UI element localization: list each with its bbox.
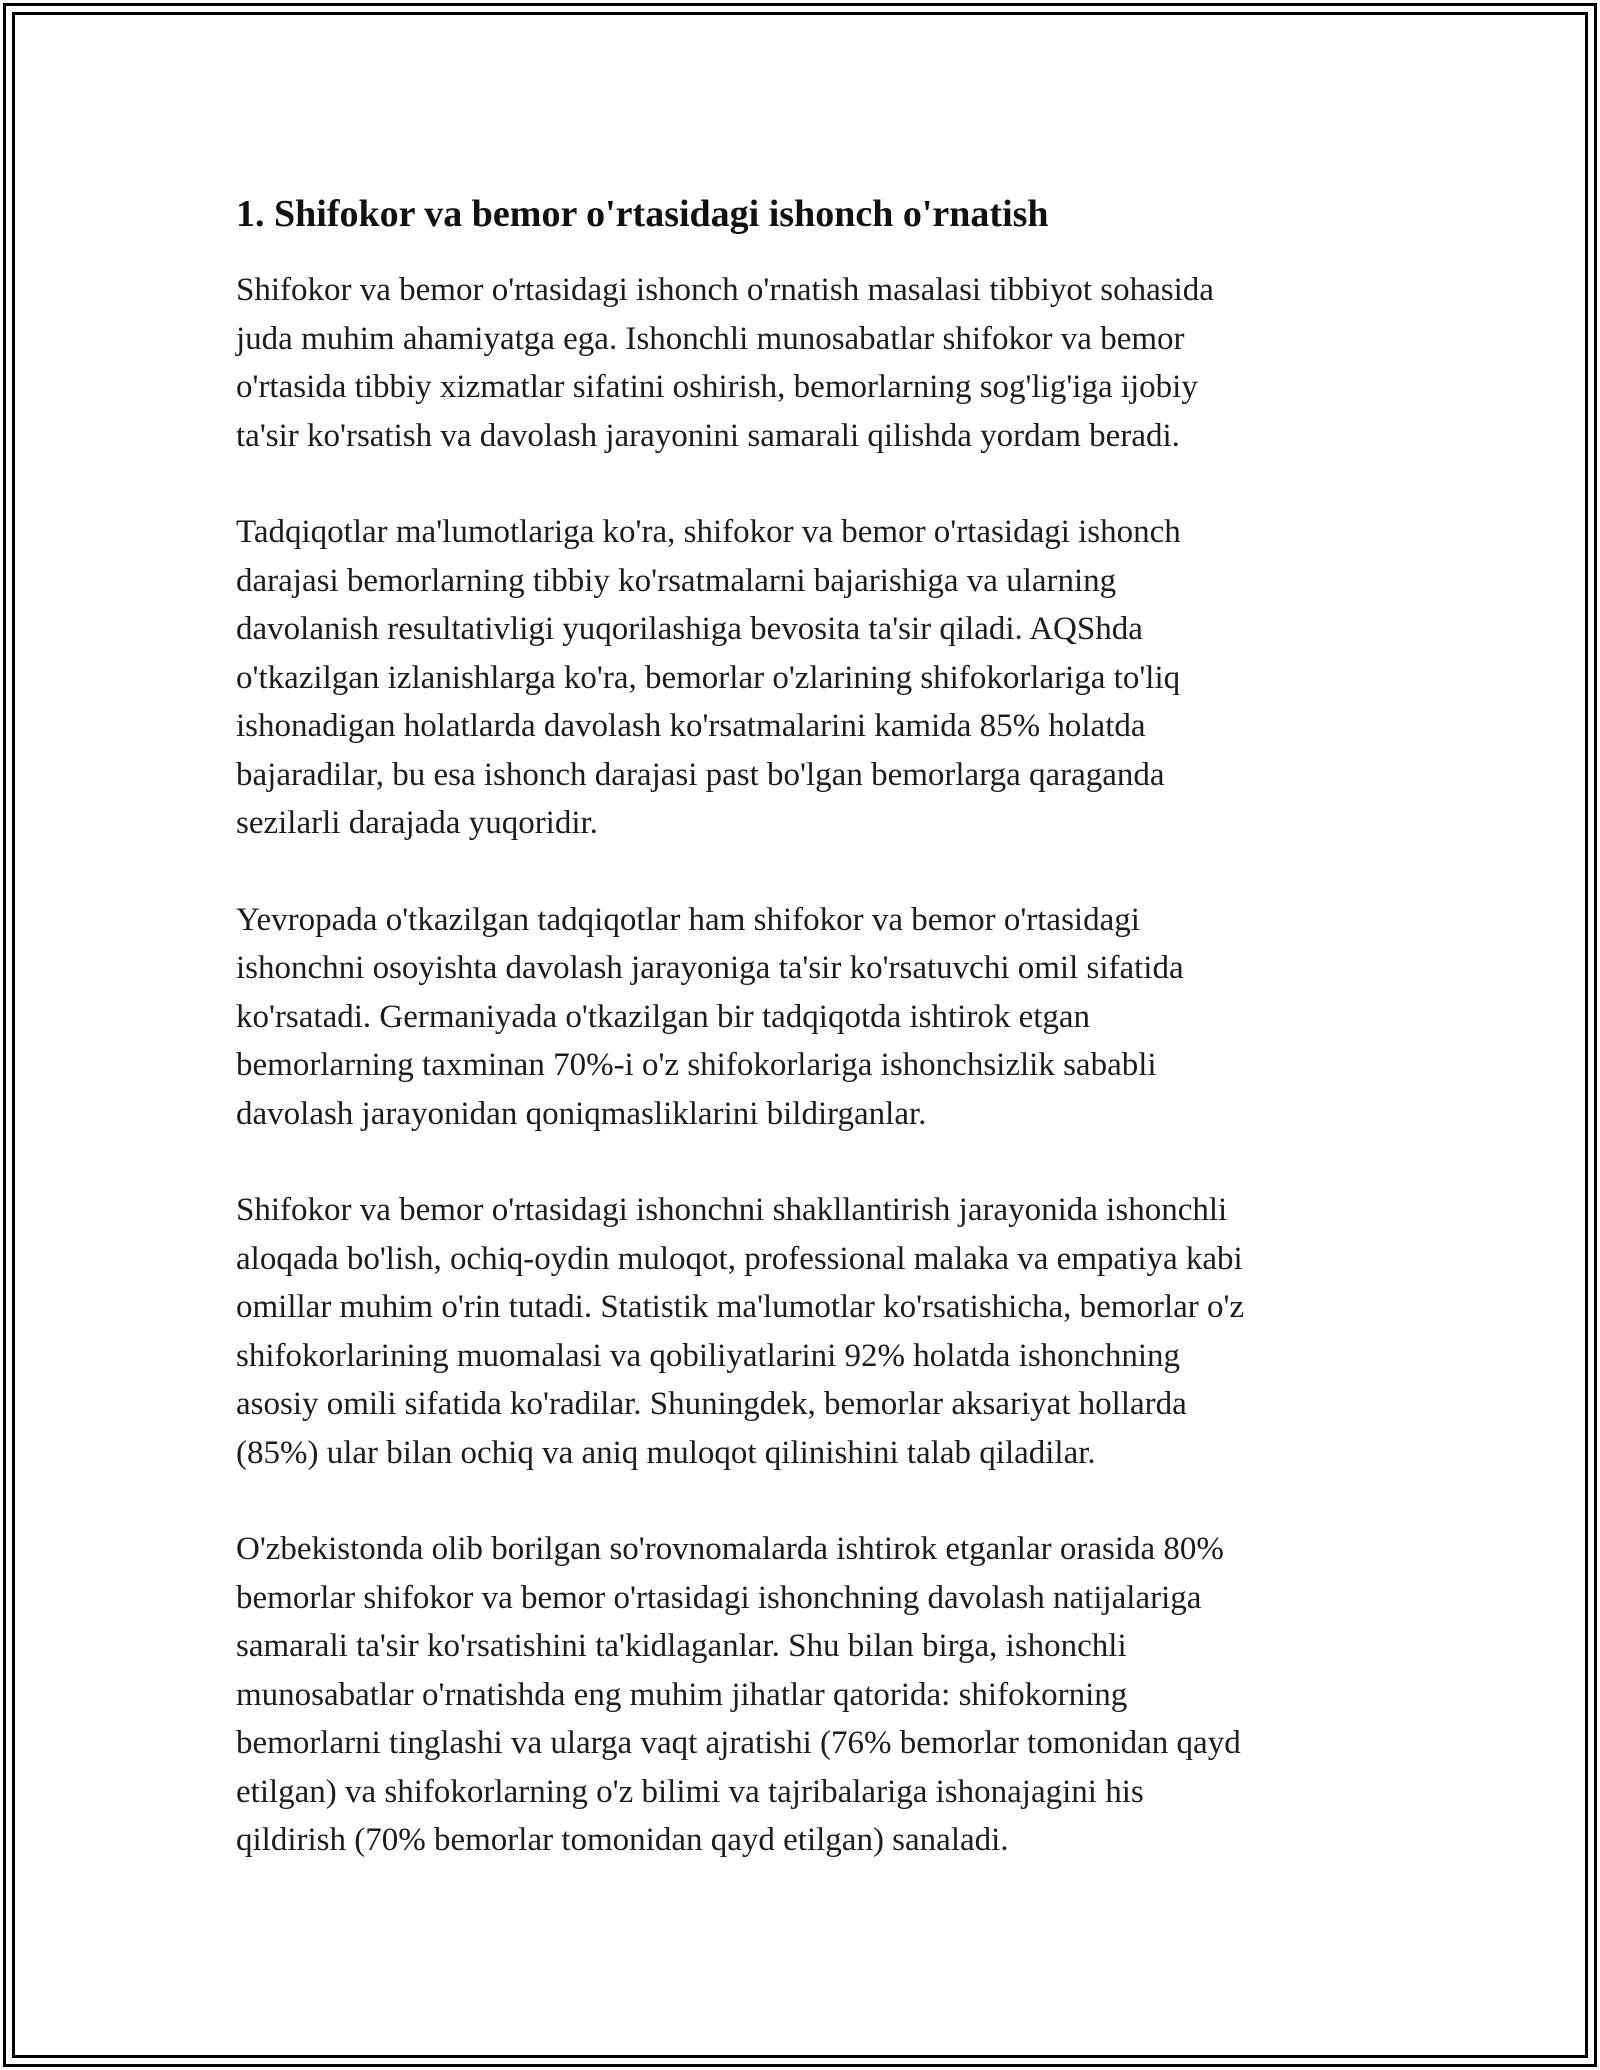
text-line: samarali ta'sir ko'rsatishini ta'kidlaganlar. Shu bilan birga, ishonchli <box>236 1628 1127 1664</box>
text-line: o'tkazilgan izlanishlarga ko'ra, bemorlar o'zlarining shifokorlariga to'liq <box>236 659 1181 696</box>
paragraph-europe-research <box>236 896 1366 1139</box>
text-line: qildirish (70% bemorlar tomonidan qayd etilgan) sanaladi. <box>236 1822 1009 1858</box>
text-line: o'rtasida tibbiy xizmatlar sifatini oshirish, bemorlarning sog'lig'iga ijobiy <box>236 369 1198 405</box>
document-body <box>236 185 1366 1913</box>
text-line: darajasi bemorlarning tibbiy ko'rsatmalarni bajarishiga va ularning <box>236 562 1117 599</box>
text-line: ishonadigan holatlarda davolash ko'rsatmalarini kamida 85% holatda <box>236 708 1146 744</box>
section-heading: 1. Shifokor va bemor o'rtasidagi ishonch o'rnatish <box>236 193 1049 235</box>
text-line: bemorlarni tinglashi va ularga vaqt ajratishi (76% bemorlar tomonidan qayd <box>236 1725 1241 1761</box>
text-line: davolanish resultativligi yuqorilashiga bevosita ta'sir qiladi. AQShda <box>236 611 1143 647</box>
text-line: bemorlarning taxminan 70%-i o'z shifokorlariga ishonchsizlik sababli <box>236 1047 1157 1083</box>
paragraph-uzbekistan-survey <box>236 1525 1366 1865</box>
text-line: O'zbekistonda olib borilgan so'rovnomalarda ishtirok etganlar orasida 80% <box>236 1531 1224 1567</box>
text-line: Tadqiqotlar ma'lumotlariga ko'ra, shifokor va bemor o'rtasidagi ishonch <box>236 514 1181 550</box>
text-line: ishonchni osoyishta davolash jarayoniga ta'sir ko'rsatuvchi omil sifatida <box>236 950 1184 986</box>
text-line: Shifokor va bemor o'rtasidagi ishonch o'rnatish masalasi tibbiyot sohasida <box>236 272 1214 308</box>
text-line: shifokorlarining muomalasi va qobiliyatlarini 92% holatda ishonchning <box>236 1337 1180 1374</box>
text-line: sezilarli darajada yuqoridir. <box>236 805 598 841</box>
text-line: munosabatlar o'rnatishda eng muhim jihatlar qatorida: shifokorning <box>236 1676 1128 1713</box>
text-line: ko'rsatadi. Germaniyada o'tkazilgan bir tadqiqotda ishtirok etgan <box>236 998 1091 1035</box>
paragraph-usa-research <box>236 508 1366 848</box>
text-line: etilgan) va shifokorlarning o'z bilimi va tajribalariga ishonajagini his <box>236 1773 1144 1810</box>
paragraph-trust-factors <box>236 1186 1366 1477</box>
text-line: (85%) ular bilan ochiq va aniq muloqot qilinishini talab qiladilar. <box>236 1434 1096 1471</box>
text-line: davolash jarayonidan qoniqmasliklarini bildirganlar. <box>236 1095 927 1132</box>
text-line: Yevropada o'tkazilgan tadqiqotlar ham shifokor va bemor o'rtasidagi <box>236 901 1140 938</box>
text-line: bajaradilar, bu esa ishonch darajasi past bo'lgan bemorlarga qaraganda <box>236 756 1165 793</box>
text-line: bemorlar shifokor va bemor o'rtasidagi ishonchning davolash natijalariga <box>236 1579 1202 1616</box>
text-line: juda muhim ahamiyatga ega. Ishonchli munosabatlar shifokor va bemor <box>236 320 1185 357</box>
text-line: aloqada bo'lish, ochiq-oydin muloqot, professional malaka va empatiya kabi <box>236 1240 1243 1277</box>
text-line: asosiy omili sifatida ko'radilar. Shuningdek, bemorlar aksariyat hollarda <box>236 1386 1187 1422</box>
paragraph-intro <box>236 266 1366 460</box>
text-line: Shifokor va bemor o'rtasidagi ishonchni shakllantirish jarayonida ishonchli <box>236 1192 1228 1228</box>
text-line: ta'sir ko'rsatish va davolash jarayonini samarali qilishda yordam beradi. <box>236 417 1180 454</box>
text-line: omillar muhim o'rin tutadi. Statistik ma'lumotlar ko'rsatishicha, bemorlar o'z <box>236 1289 1245 1325</box>
